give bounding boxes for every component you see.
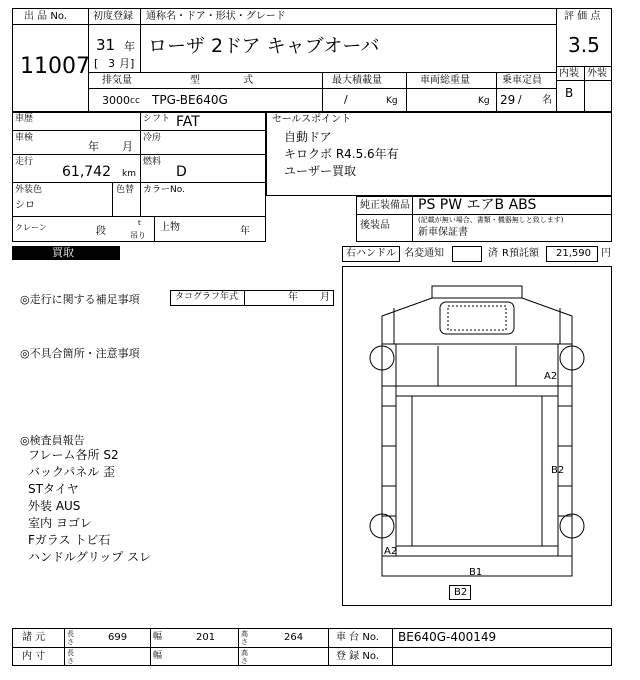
buyout-label: 買取 [52,246,74,259]
footer-div5 [392,628,393,666]
details-line1 [12,130,266,131]
recycle-label: R預託額 [502,248,539,259]
length-value: 699 [108,632,128,643]
grade-sub-divider [584,66,585,112]
width-label: 幅 [153,632,163,642]
ext-color-label: 外装色 [15,185,43,195]
height-label: 高さ [241,630,248,646]
capacity-sep: / [518,93,522,106]
equipment-mid-line [356,214,612,215]
footer-div1 [64,628,65,666]
sales-point-3: ユーザー買取 [284,164,357,178]
inspector-item-4: 外装 AUS [28,499,81,513]
defects-label: ◎不具合箇所・注意事項 [20,347,140,360]
color-code-label: カラーNo. [143,185,185,195]
footer-div4 [328,628,329,666]
tacho-month-unit: 月 [320,292,330,303]
inspector-label: ◎検査員報告 [20,434,85,447]
chassis-label: 車 台 No. [336,632,379,643]
shift-label: シフト [143,114,171,124]
recycle-amount: 21,590 [556,248,591,259]
post-equip-note: (記載が無い場合、書類・機器無しと致します) [418,216,564,224]
equipment-value: PS PW エアB ABS [418,197,537,213]
details-line2 [12,154,266,155]
grade-sub-line2 [556,80,612,81]
gross-weight-unit: Kg [478,96,490,106]
inspection-year-unit: 年 [88,140,99,153]
reg-divider [140,8,141,72]
equipment-divider [412,196,413,242]
interior-label: 内装 [559,68,579,79]
color-divider1 [112,182,113,216]
reg-month: 3 [108,57,115,70]
recycle-unit: 円 [601,248,611,259]
footer-div2 [150,628,151,666]
sales-point-2: キロクボ R4.5.6年有 [284,147,399,161]
gross-weight-label: 車両総重量 [420,75,470,86]
fuel-label: 燃料 [143,157,162,167]
length-label: 長さ [67,630,74,646]
post-equip-label: 後装品 [360,220,390,231]
ac-label: 冷房 [143,133,162,143]
inner-height-label: 高さ [241,649,248,665]
crane-dan: 段 [96,226,106,237]
crane-divider [154,216,155,242]
inner-length-label: 長さ [67,649,74,665]
lot-number: 11007 [20,54,90,79]
shift-value: FAT [176,114,200,130]
header-row1-line [88,24,556,25]
mileage-unit: km [122,169,136,179]
inspector-item-5: 室内 ヨゴレ [28,516,92,530]
details-line4 [12,216,266,217]
spec-div1 [322,72,323,112]
mark-b2-bottom: B2 [454,587,468,598]
name-change-box [452,246,482,262]
mileage-label: 走行 [15,157,34,167]
max-load-unit: Kg [386,96,398,106]
interior-grade: B [565,86,574,100]
crane-hang: 吊り [130,231,146,240]
width-value: 201 [196,632,216,643]
capacity-value: 29 [500,93,516,107]
reg-label: 初度登録 [93,11,133,22]
post-equip-value: 新車保証書 [418,227,468,238]
height-value: 264 [284,632,304,643]
crane-t: t [138,219,141,227]
reg-year: 31 [96,36,116,54]
spec-div3 [496,72,497,112]
name-label: 通称名・ドア・形状・グレード [146,11,286,22]
capacity-unit: 名 [542,95,552,106]
lot-label-line [12,24,88,25]
details-mid-divider [140,112,141,182]
mark-a2-left: A2 [384,546,398,557]
mark-b1-bottom: B1 [469,567,483,578]
inspector-item-7: ハンドルグリップ スレ [28,550,152,564]
mileage-value: 61,742 [62,164,111,180]
mark-b2-right: B2 [551,465,565,476]
max-load-label: 最大積載量 [332,75,382,86]
inspector-item-1: フレーム各所 S2 [28,448,119,462]
inner-width-label: 幅 [153,651,163,661]
sales-point-1: 自動ドア [284,130,332,144]
mark-a2-top: A2 [544,371,558,382]
capacity-label: 乗車定員 [502,75,542,86]
inner-dims-label: 内 寸 [22,651,46,662]
inspector-item-6: Fガラス トビ石 [28,533,111,547]
tachograph-divider [244,290,245,306]
inspector-item-2: バックパネル 歪 [28,465,116,479]
sales-point-label: セールスポイント [272,114,352,125]
inspection-month-unit: 月 [122,140,133,153]
lot-label: 出 品 No. [24,11,67,22]
color-divider2 [140,182,141,216]
footer-mid-line [12,647,612,648]
color-change-label: 色替 [116,185,135,195]
spec-div2 [406,72,407,112]
rack-label: 上物 [160,222,180,233]
reg-no-label: 登 録 No. [336,651,379,662]
reg-month-prefix: [ [94,57,99,70]
exterior-label: 外装 [587,68,607,79]
fuel-value: D [176,164,187,180]
reg-year-unit: 年 [124,40,135,53]
crane-label: クレーン [15,223,47,232]
inspector-item-3: STタイヤ [28,482,79,496]
name-change-label: 名変通知 [404,248,444,259]
footer-div3 [238,628,239,666]
ext-color-value: シロ [15,200,35,211]
grade-divider [556,8,557,112]
dims-label: 諸 元 [22,632,46,643]
displacement-value: 3000 [102,94,130,107]
chassis-value: BE640G-400149 [398,630,497,644]
model-value: TPG-BE640G [152,93,228,107]
driving-notes-label: ◎走行に関する補足事項 [20,293,140,306]
reg-month-suffix: 月] [119,57,135,70]
inspection-label: 車検 [15,133,34,143]
rack-year-unit: 年 [240,226,250,237]
tacho-year-unit: 年 [288,292,298,303]
displacement-label: 排気量 [102,75,132,86]
grade-label: 評 価 点 [564,11,601,22]
details-line3 [12,182,266,183]
recycle-prefix: 済 [488,248,498,259]
equipment-label: 純正装備品 [360,200,410,211]
model-label: 型 式 [190,75,254,86]
overall-grade: 3.5 [568,33,600,57]
steering-value: 右ハンドル [346,248,396,259]
history-label: 車歴 [15,114,34,124]
car-name: ローザ 2ドア キャブオーバ [148,35,380,57]
max-load-sep: / [344,93,348,106]
tachograph-label: タコグラフ年式 [175,292,239,302]
displacement-unit: cc [130,96,140,106]
vehicle-diagram [342,266,612,606]
